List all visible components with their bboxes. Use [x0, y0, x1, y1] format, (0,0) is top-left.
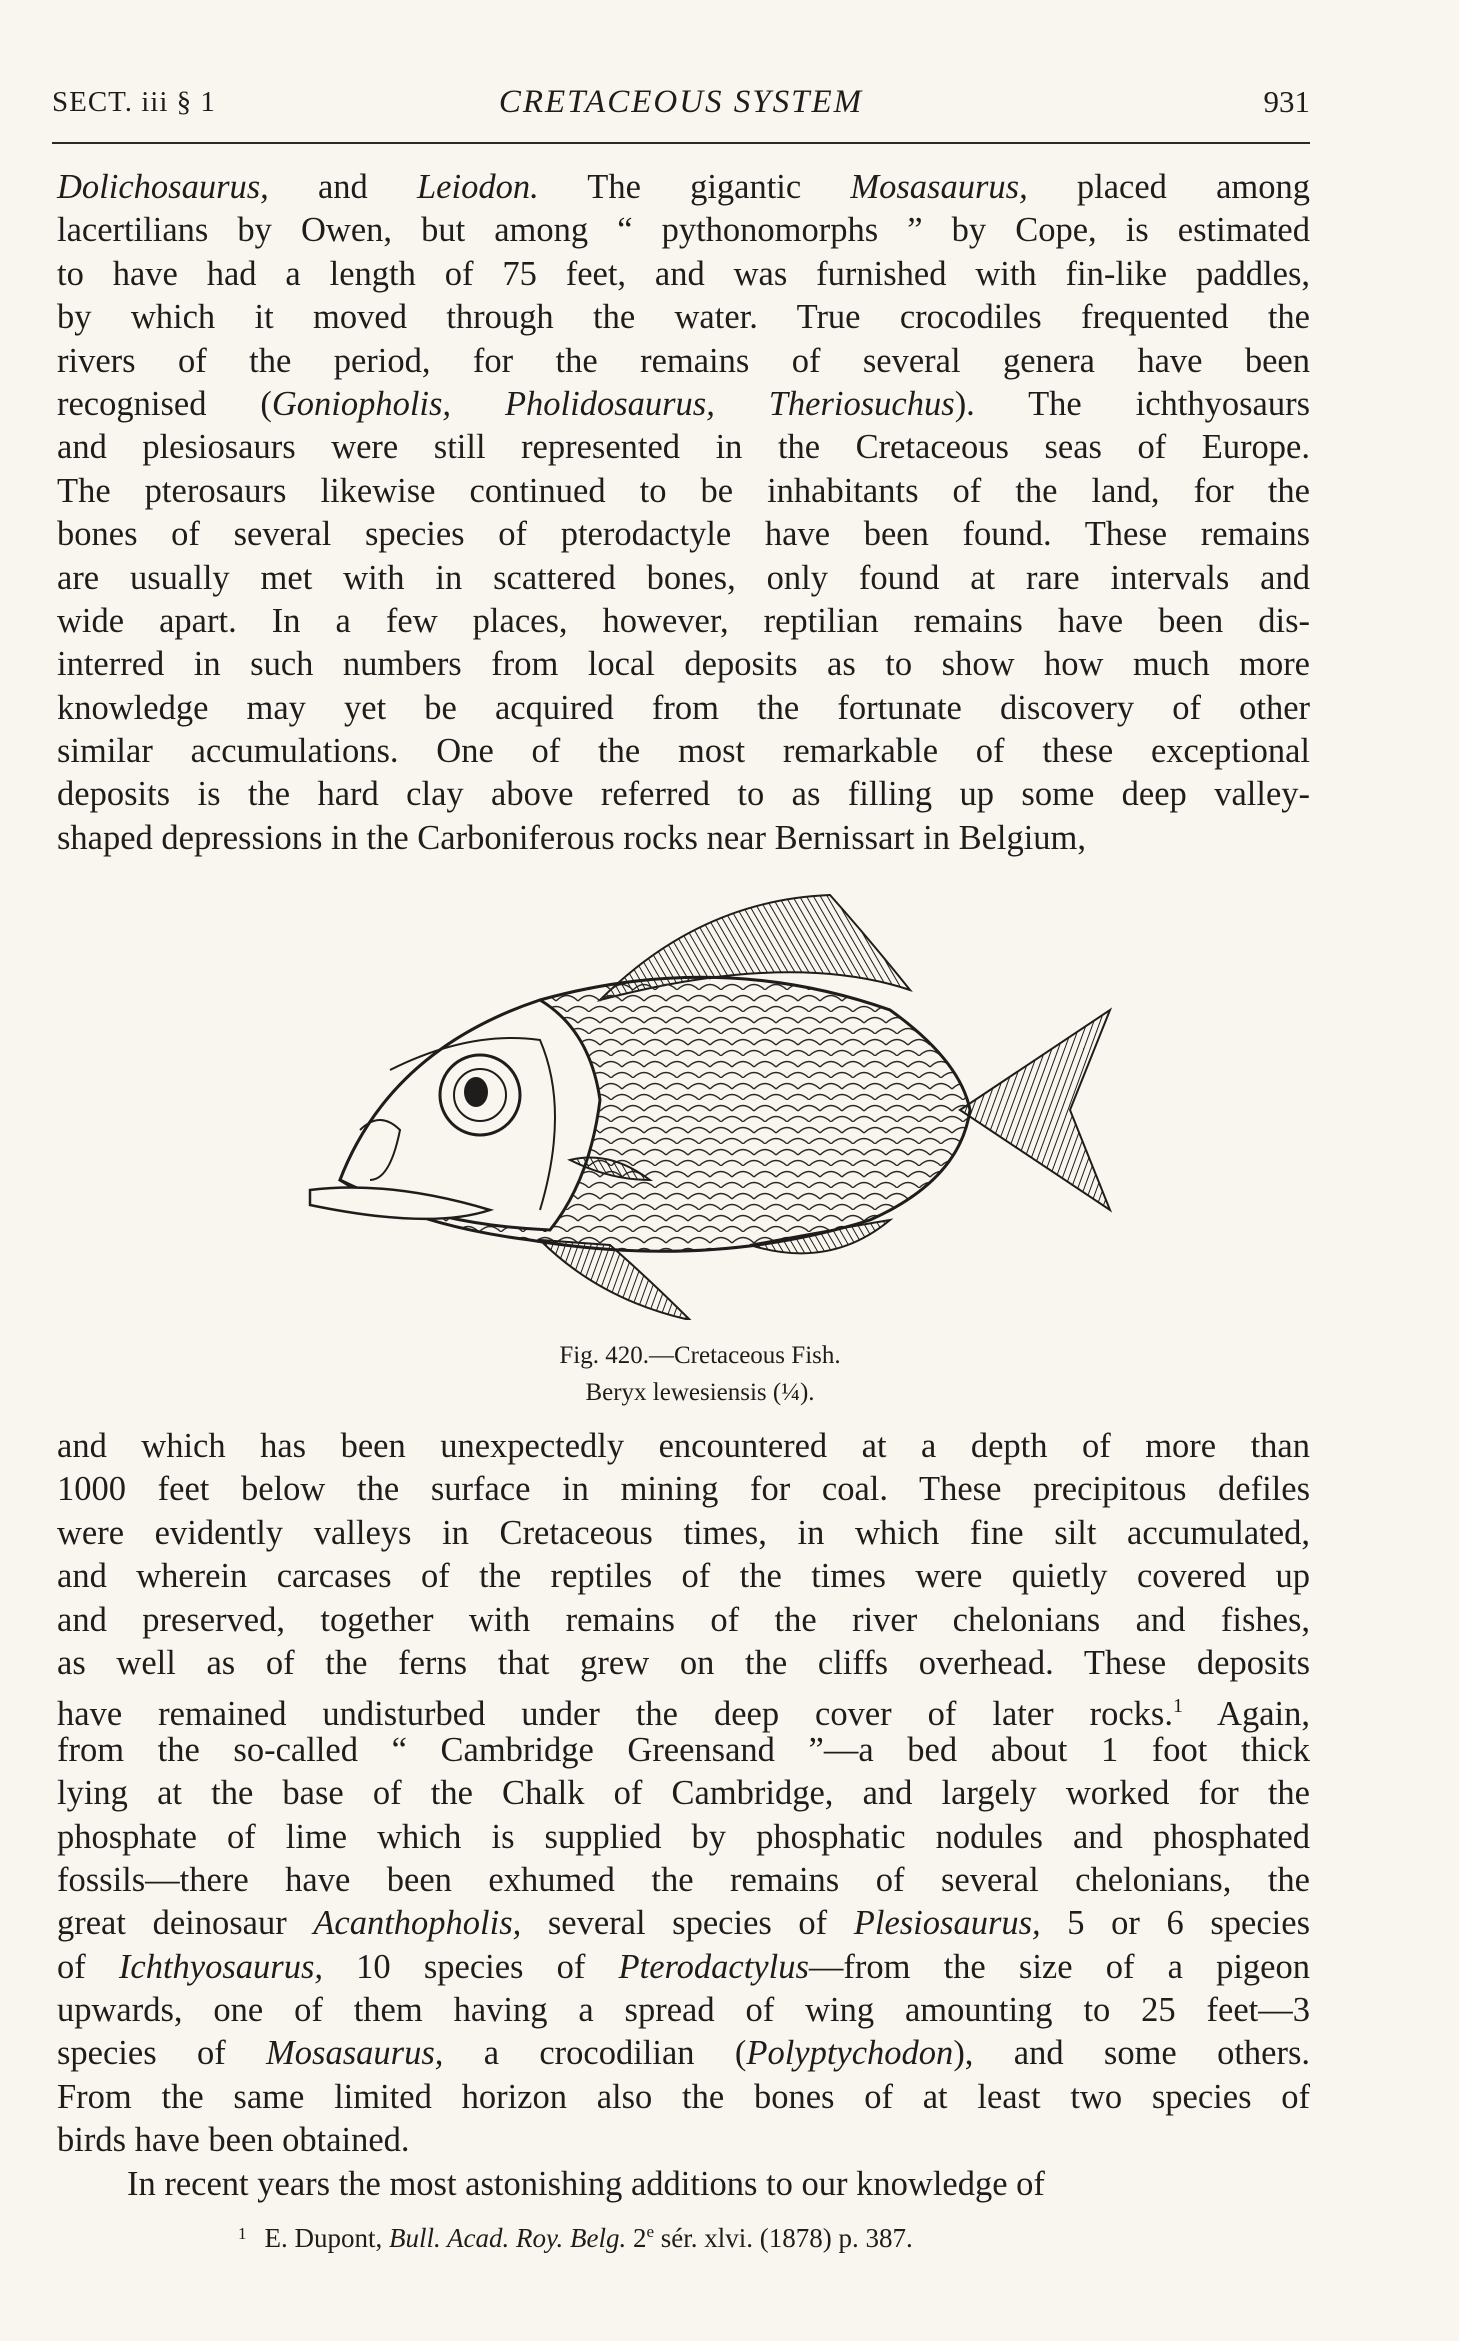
text-line: [57, 687, 1310, 730]
text-line: [57, 340, 1310, 383]
journal-title: Bull. Acad. Roy. Belg.: [389, 2223, 627, 2253]
footnote: [238, 2222, 913, 2254]
text-line: [57, 1642, 1310, 1685]
text-run: and preserved, together with remains of the river chelonians and fishes,: [57, 1600, 1310, 1639]
text-line: [57, 2076, 1310, 2119]
text-run: phosphate of lime which is supplied by phosphatic nodules and phosphated: [57, 1817, 1310, 1856]
text-line: [57, 470, 1310, 513]
figure-caption-species: Beryx lewesiensis (¼).: [585, 1379, 815, 1406]
text-line: [57, 1555, 1310, 1598]
text-run: birds have been obtained.: [57, 2121, 410, 2160]
text-line: [57, 166, 1310, 209]
italic-term: Dolichosaurus,: [57, 168, 269, 206]
text-line: [57, 209, 1310, 252]
italic-term: Acanthopholis,: [313, 1904, 522, 1943]
text-line: [57, 817, 1310, 860]
text-run: are usually met with in scattered bones, only found at rare intervals and: [57, 558, 1310, 597]
page-number: 931: [1263, 84, 1310, 119]
text-run: 10 species of: [323, 1947, 619, 1986]
text-run: great deinosaur: [57, 1904, 314, 1943]
text-line: [57, 2119, 1310, 2162]
italic-term: Leiodon.: [416, 168, 539, 206]
text-line: [57, 773, 1310, 816]
text-line: [57, 296, 1310, 339]
text-line: [57, 2163, 1310, 2206]
text-run: —from the size of a pigeon: [808, 1947, 1310, 1986]
fish-illustration: [270, 880, 1120, 1320]
text-run: as well as of the ferns that grew on the cliffs overhead. These deposits: [57, 1643, 1310, 1682]
text-run: to have had a length of 75 feet, and was furnished with fin-like paddles,: [57, 254, 1310, 293]
text-run: lying at the base of the Chalk of Cambridge, and largely worked for the: [57, 1774, 1310, 1813]
figure-cretaceous-fish: [270, 880, 1120, 1320]
footnote-text: sér. xlvi. (1878) p. 387.: [654, 2223, 913, 2253]
text-run: The gigantic: [538, 168, 851, 206]
text-line: [57, 643, 1310, 686]
footnote-text: 2: [626, 2223, 647, 2253]
text-run: interred in such numbers from local deposits as to show how much more: [57, 645, 1310, 684]
text-line: [57, 1816, 1310, 1859]
text-run: were evidently valleys in Cretaceous times, in which fine silt accumulated,: [57, 1513, 1310, 1552]
text-run: have remained undisturbed under the deep cover of later rocks.: [57, 1695, 1173, 1734]
text-run: from the so-called “ Cambridge Greensand ”—a bed about 1 foot thick: [57, 1730, 1310, 1769]
footnote-number: 1: [238, 2224, 247, 2243]
text-run: by which it moved through the water. True crocodiles frequented the: [57, 298, 1310, 337]
text-run: shaped depressions in the Carboniferous rocks near Bernissart in Belgium,: [57, 818, 1087, 857]
text-run: wide apart. In a few places, however, reptilian remains have been dis-: [57, 601, 1310, 640]
text-run: and which has been unexpectedly encountered at a depth of more than: [57, 1427, 1310, 1465]
text-run: 1000 feet below the surface in mining for coal. These precipitous defiles: [57, 1470, 1310, 1509]
text-run: lacertilians by Owen, but among “ pythonomorphs ” by Cope, is estimated: [57, 211, 1310, 250]
text-line: [57, 1729, 1310, 1772]
footnote-text: e: [646, 2222, 654, 2241]
text-line: [57, 1772, 1310, 1815]
italic-term: Goniopholis, Pholidosaurus, Theriosuchus: [271, 384, 955, 423]
text-run: ). The ichthyosaurs: [954, 384, 1311, 423]
text-line: [57, 383, 1310, 426]
text-run: 5 or 6 species: [1040, 1904, 1310, 1943]
text-line: [57, 1425, 1310, 1468]
italic-term: Ichthyosaurus,: [118, 1947, 324, 1986]
text-run: rivers of the period, for the remains of several genera have been: [57, 341, 1310, 380]
text-run: In recent years the most astonishing additions to our knowledge of: [127, 2164, 1045, 2203]
text-run: and plesiosaurs were still represented in the Cretaceous seas of Europe.: [57, 428, 1310, 467]
text-line: [57, 2032, 1310, 2075]
text-run: placed among: [1027, 168, 1310, 206]
footnote-text: E. Dupont,: [264, 2223, 389, 2253]
text-line: [57, 1599, 1310, 1642]
text-line: [57, 1685, 1310, 1734]
italic-term: Plesiosaurus,: [853, 1904, 1041, 1943]
italic-term: Mosasaurus,: [266, 2034, 444, 2073]
text-run: ), and some others.: [953, 2034, 1311, 2073]
text-run: a crocodilian (: [443, 2034, 747, 2073]
text-run: of: [57, 1947, 119, 1986]
text-line: [57, 1859, 1310, 1902]
text-line: [57, 1989, 1310, 2032]
text-run: bones of several species of pterodactyle have been found. These remains: [57, 515, 1310, 554]
text-line: [57, 730, 1310, 773]
body-paragraph-bottom: [57, 1425, 1310, 2206]
running-title: CRETACEOUS SYSTEM: [498, 84, 864, 120]
italic-term: Pterodactylus: [618, 1947, 809, 1986]
tail-fin: [960, 1010, 1110, 1210]
text-line: [57, 557, 1310, 600]
text-run: several species of: [521, 1904, 854, 1943]
footnote-marker: 1: [1172, 1695, 1183, 1718]
figure-caption-number: Fig. 420.—Cretaceous Fish.: [559, 1342, 841, 1369]
text-line: [57, 1902, 1310, 1945]
text-run: recognised (: [57, 384, 272, 423]
text-run: and: [268, 168, 417, 206]
italic-term: Polyptychodon: [746, 2034, 954, 2073]
text-line: [57, 1468, 1310, 1511]
text-line: [57, 513, 1310, 556]
text-run: fossils—there have been exhumed the remains of several chelonians, the: [57, 1860, 1310, 1899]
italic-term: Mosasaurus,: [850, 168, 1028, 206]
text-run: knowledge may yet be acquired from the fortunate discovery of other: [57, 688, 1310, 727]
section-label: SECT. iii § 1: [52, 86, 216, 118]
text-line: [57, 253, 1310, 296]
header-rule: [52, 142, 1310, 144]
text-run: From the same limited horizon also the bones of at least two species of: [57, 2077, 1310, 2116]
text-run: and wherein carcases of the reptiles of the times were quietly covered up: [57, 1557, 1310, 1596]
body-paragraph-top: [57, 166, 1310, 860]
running-header: [52, 78, 1310, 128]
text-line: [57, 1946, 1310, 1989]
text-run: deposits is the hard clay above referred to as filling up some deep valley-: [57, 775, 1310, 814]
text-line: [57, 1512, 1310, 1555]
text-line: [57, 600, 1310, 643]
text-run: Again,: [1182, 1695, 1310, 1734]
text-line: [57, 426, 1310, 469]
text-run: The pterosaurs likewise continued to be inhabitants of the land, for the: [57, 471, 1310, 510]
text-run: similar accumulations. One of the most remarkable of these exceptional: [57, 732, 1310, 771]
text-run: upwards, one of them having a spread of wing amounting to 25 feet—3: [57, 1991, 1310, 2030]
text-run: species of: [57, 2034, 267, 2073]
